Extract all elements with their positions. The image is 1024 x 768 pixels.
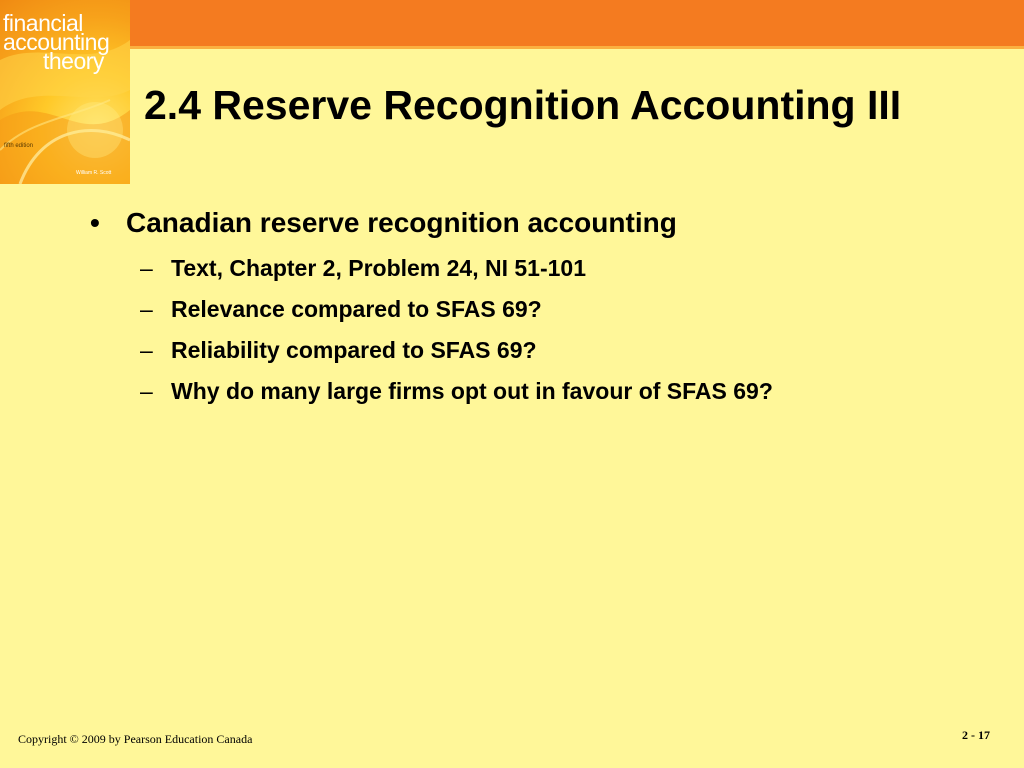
footer-copyright: Copyright © 2009 by Pearson Education Canada — [18, 732, 253, 746]
top-band-edge — [0, 46, 1024, 49]
footer-page-number: 2 - 17 — [962, 728, 990, 742]
slide-title: 2.4 Reserve Recognition Accounting III — [144, 82, 902, 128]
cover-title-line: theory — [43, 48, 104, 74]
sub-bullet-marker: – — [140, 255, 153, 281]
cover-title-line: financial — [3, 10, 83, 36]
cover-title — [3, 10, 130, 74]
cover-title-line: accounting — [3, 29, 110, 55]
sub-bullet-text: Text, Chapter 2, Problem 24, NI 51-101 — [171, 255, 587, 281]
top-band — [0, 0, 1024, 46]
sub-bullet-text: Reliability compared to SFAS 69? — [171, 337, 537, 363]
sub-bullet-text: Relevance compared to SFAS 69? — [171, 296, 542, 322]
sub-bullet-marker: – — [140, 296, 153, 322]
book-cover-image — [0, 0, 130, 184]
sub-bullet-text: Why do many large firms opt out in favour of SFAS 69? — [171, 378, 773, 404]
cover-edition: fifth edition — [4, 143, 34, 149]
cover-author: William R. Scott — [76, 170, 112, 176]
sub-bullet-marker: – — [140, 378, 153, 404]
sub-bullet-marker: – — [140, 337, 153, 363]
bullet-marker: • — [90, 207, 100, 238]
bullet-text: Canadian reserve recognition accounting — [126, 207, 677, 238]
